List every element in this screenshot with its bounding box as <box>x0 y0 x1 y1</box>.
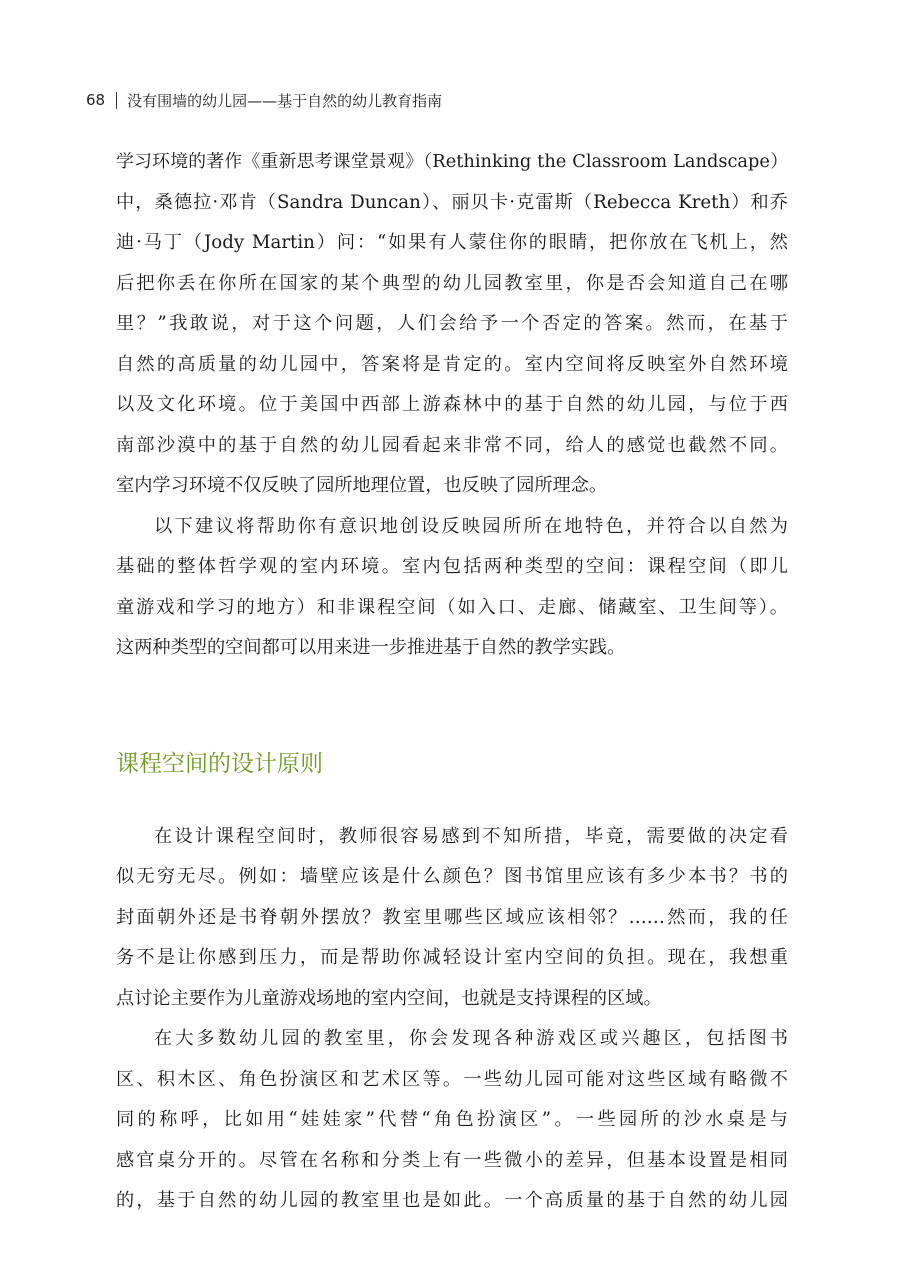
text-line: 感官桌分开的。尽管在名称和分类上有一些微小的差异，但基本设置是相同 <box>116 1149 788 1171</box>
header-divider <box>116 92 117 109</box>
text-line: 中，桑德拉·邓肯（Sandra Duncan）、丽贝卡·克雷斯（Rebecca Kreth）和乔 <box>116 191 788 213</box>
page-body <box>116 142 788 1222</box>
text-line: 务不是让你感到压力，而是帮助你减轻设计室内空间的负担。现在，我想重 <box>116 947 788 968</box>
text-line: 这两种类型的空间都可以用来进一步推进基于自然的教学实践。 <box>116 637 626 658</box>
text-line: 基础的整体哲学观的室内环境。室内包括两种类型的空间：课程空间（即儿 <box>116 556 788 577</box>
text-line: 同的称呼，比如用“娃娃家”代替“角色扮演区”。一些园所的沙水桌是与 <box>116 1109 788 1130</box>
page-number: 68 <box>86 91 106 109</box>
text-line: 在设计课程空间时，教师很容易感到不知所措，毕竟，需要做的决定看 <box>154 825 788 847</box>
text-line: 后把你丢在你所在国家的某个典型的幼儿园教室里，你是否会知道自己在哪 <box>116 272 788 294</box>
text-line: 学习环境的著作《重新思考课堂景观》（Rethinking the Classroom Landscape） <box>116 151 788 172</box>
text-line: 迪·马丁（Jody Martin）问：“如果有人蒙住你的眼睛，把你放在飞机上，然 <box>116 232 788 253</box>
text-line: 以及文化环境。位于美国中西部上游森林中的基于自然的幼儿园，与位于西 <box>116 394 788 415</box>
text-line: 室内学习环境不仅反映了园所地理位置，也反映了园所理念。 <box>116 475 608 496</box>
text-line: 南部沙漠中的基于自然的幼儿园看起来非常不同，给人的感觉也截然不同。 <box>116 434 788 456</box>
text-line: 以下建议将帮助你有意识地创设反映园所所在地特色，并符合以自然为 <box>154 515 788 537</box>
text-line: 区、积木区、角色扮演区和艺术区等。一些幼儿园可能对这些区域有略微不 <box>116 1068 788 1090</box>
section-heading: 课程空间的设计原则 <box>116 750 323 777</box>
paragraph-4 <box>116 1019 788 1222</box>
paragraph-1 <box>116 142 788 507</box>
text-line: 自然的高质量的幼儿园中，答案将是肯定的。室内空间将反映室外自然环境 <box>116 353 788 375</box>
paragraph-2 <box>116 507 788 669</box>
running-header <box>86 88 442 112</box>
text-line: 点讨论主要作为儿童游戏场地的室内空间，也就是支持课程的区域。 <box>116 987 662 1009</box>
paragraph-3 <box>116 817 788 1020</box>
text-line: 童游戏和学习的地方）和非课程空间（如入口、走廊、储藏室、卫生间等）。 <box>116 596 788 618</box>
text-line: 似无穷无尽。例如：墙壁应该是什么颜色？图书馆里应该有多少本书？书的 <box>116 866 788 887</box>
book-title: 没有围墙的幼儿园——基于自然的幼儿教育指南 <box>127 91 443 110</box>
text-line: 在大多数幼儿园的教室里，你会发现各种游戏区或兴趣区，包括图书 <box>154 1028 788 1049</box>
text-line: 里？”我敢说，对于这个问题，人们会给予一个否定的答案。然而，在基于 <box>116 313 788 334</box>
text-line: 的，基于自然的幼儿园的教室里也是如此。一个高质量的基于自然的幼儿园 <box>116 1190 788 1211</box>
text-line: 封面朝外还是书脊朝外摆放？教室里哪些区域应该相邻？……然而，我的任 <box>116 906 788 928</box>
